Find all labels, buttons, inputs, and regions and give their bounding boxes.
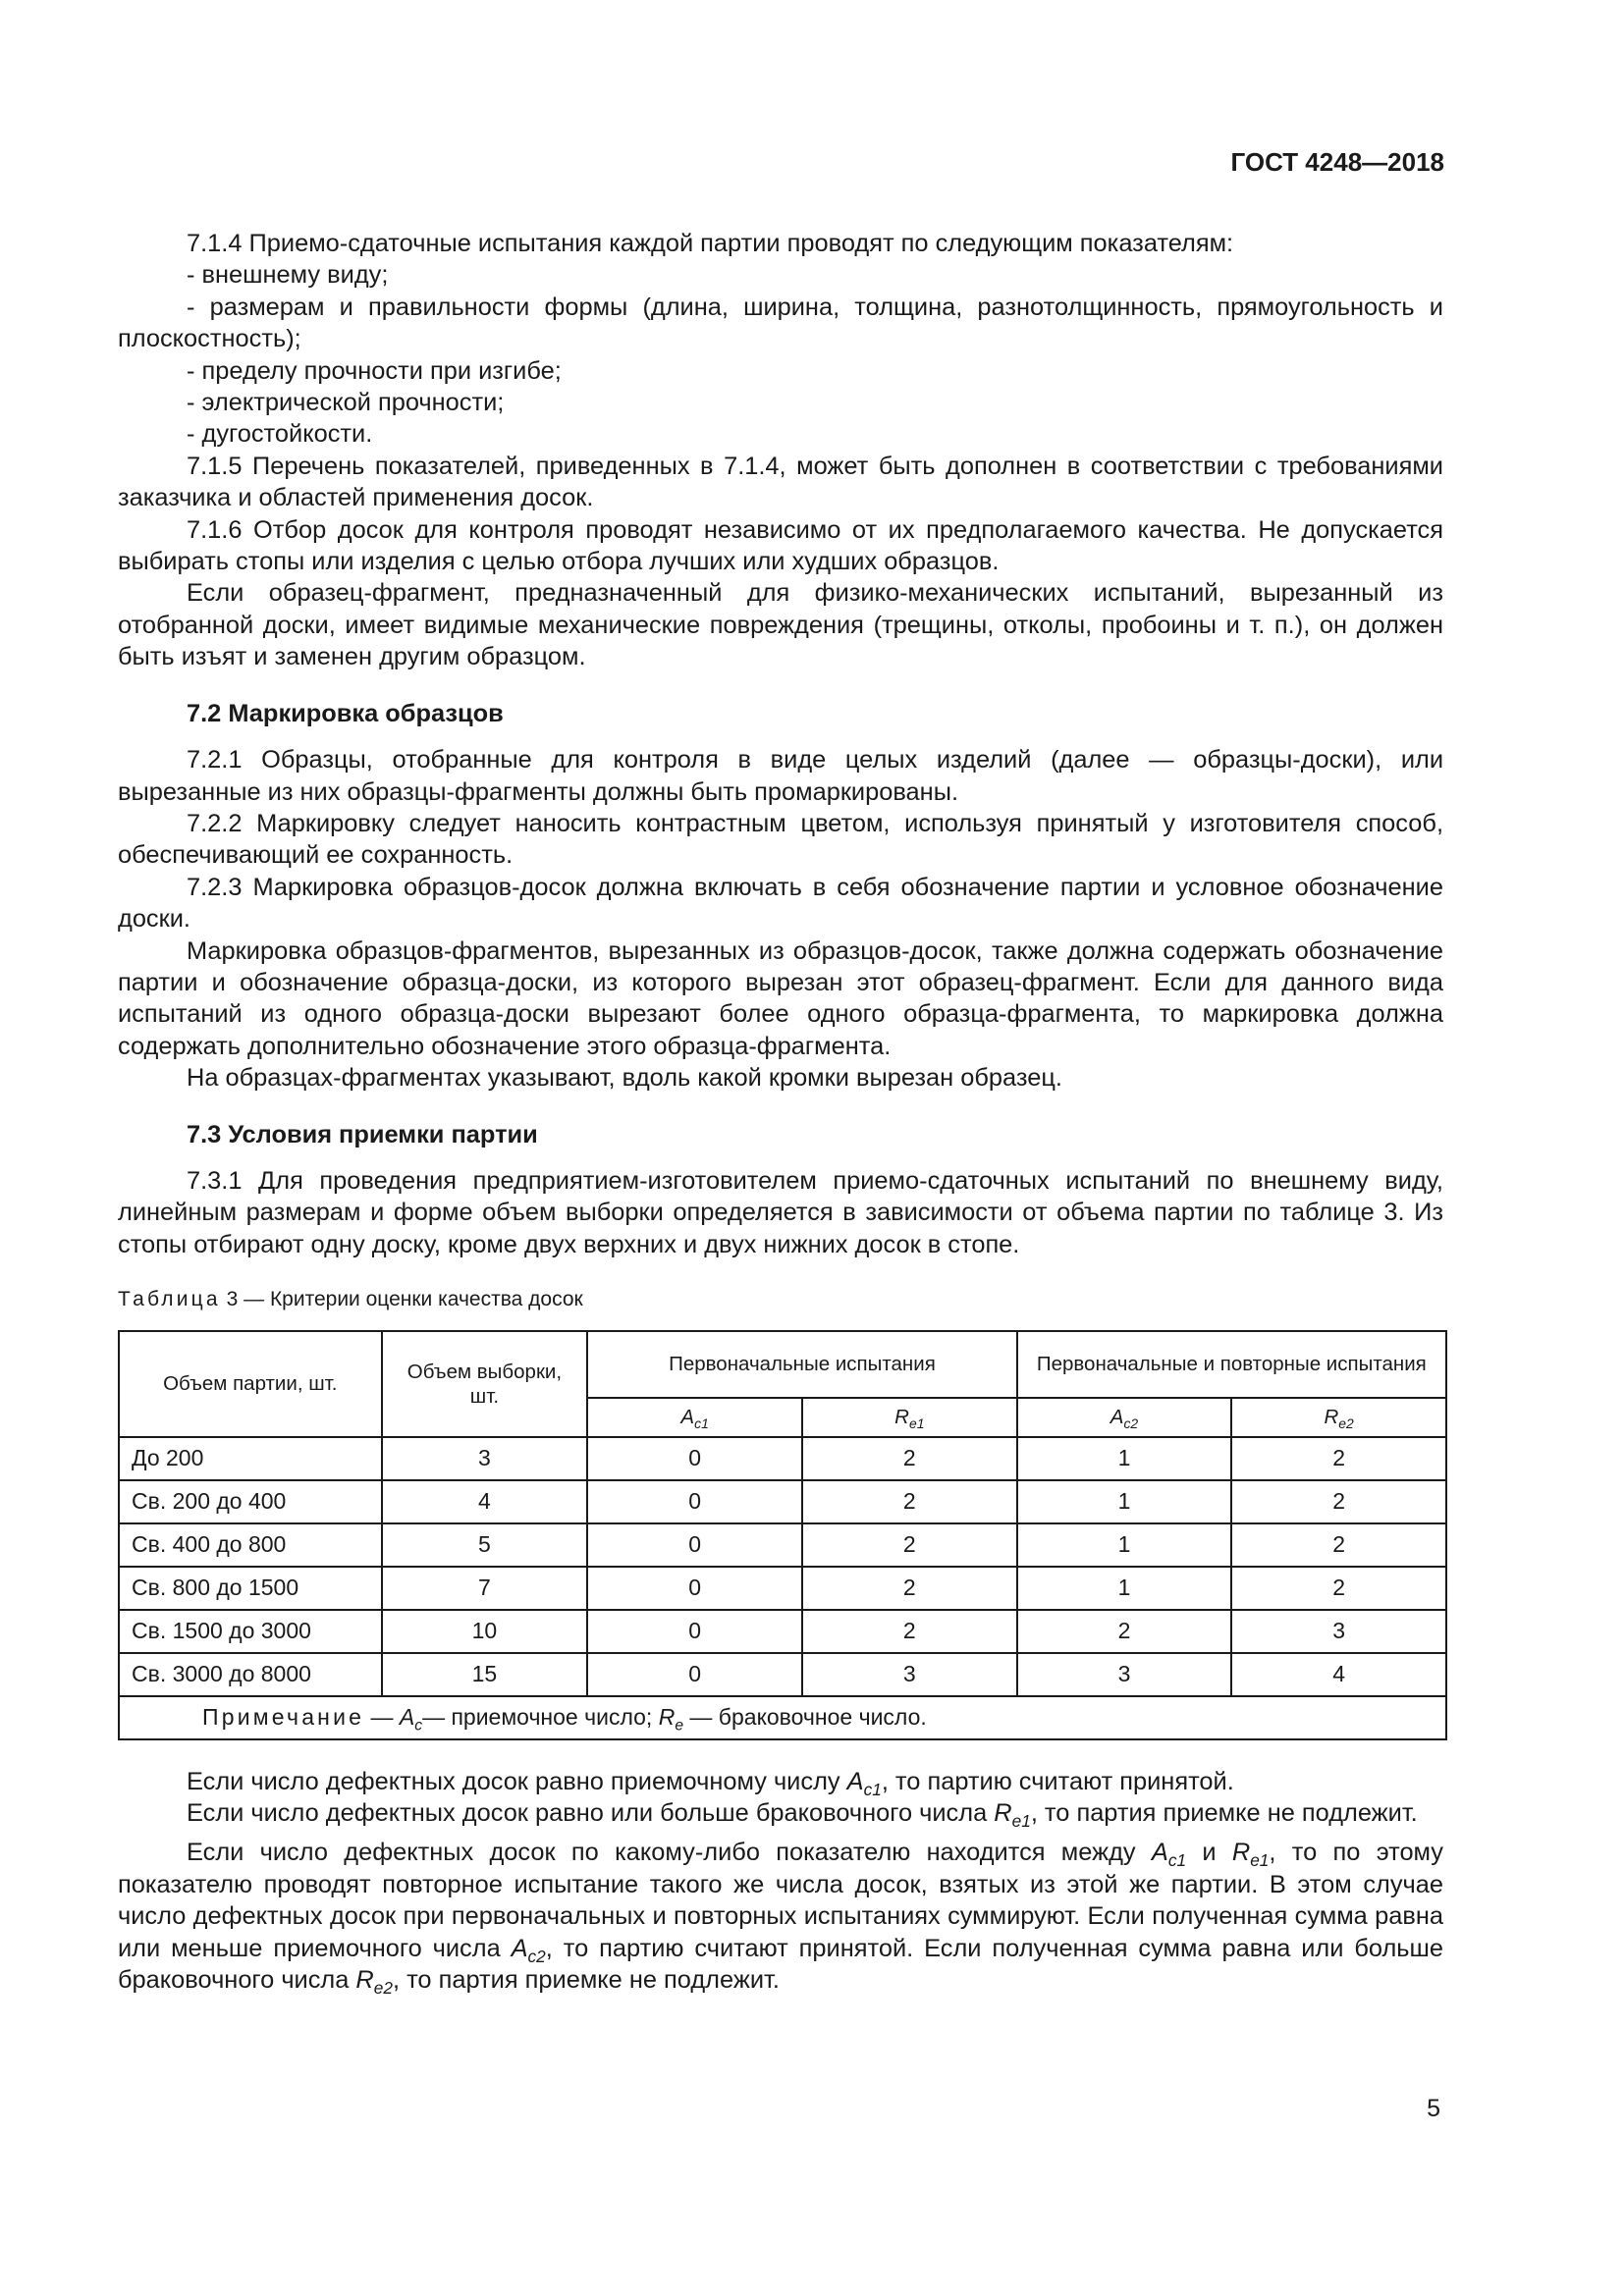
cell-ac2: 2 xyxy=(1017,1610,1232,1653)
cell-ac1: 0 xyxy=(587,1437,802,1480)
header-ac2: $A_{c2}$ xyxy=(1017,1398,1232,1437)
cell-sample: 4 xyxy=(382,1480,588,1523)
table-row xyxy=(119,1653,1446,1696)
cell-re1: 2 xyxy=(802,1437,1017,1480)
paragraph-accept-rule: Если число дефектных досок равно приемочному числу $A_{c1}$, то партию считают принятой. xyxy=(187,1767,1234,1799)
table-note-row xyxy=(119,1696,1446,1739)
cell-lot: Св. 1500 до 3000 xyxy=(119,1610,382,1653)
section-heading-7-3: 7.3 Условия приемки партии xyxy=(187,1120,538,1148)
note-label: Примечание xyxy=(202,1704,365,1731)
list-item: - электрической прочности; xyxy=(187,389,505,417)
document-header: ГОСТ 4248—2018 xyxy=(1230,147,1444,177)
cell-lot: Св. 800 до 1500 xyxy=(119,1567,382,1610)
cell-lot: Св. 400 до 800 xyxy=(119,1523,382,1567)
cell-sample: 3 xyxy=(382,1437,588,1480)
cell-re2: 2 xyxy=(1231,1523,1446,1567)
table-row xyxy=(119,1480,1446,1523)
cell-ac2: 1 xyxy=(1017,1523,1232,1567)
header-re1: $R_{e1}$ xyxy=(802,1398,1017,1437)
paragraph-fragment-marking: Маркировка образцов-фрагментов, вырезанных из образцов-досок, также должна содержать обозначение партии и обозначение образца-доски, из которого вырезан этот образец-фрагмент. Если для данного вида испытаний из одного образца-доски вырезают более одного образца-фрагмента, то маркировка должна содержать дополнительно обозначение этого образца-фрагмента. xyxy=(118,936,1443,1060)
header-sample-size: Объем выборки, шт. xyxy=(382,1331,588,1437)
cell-lot: До 200 xyxy=(119,1437,382,1480)
header-ac1: $A_{c1}$ xyxy=(587,1398,802,1437)
cell-ac1: 0 xyxy=(587,1610,802,1653)
cell-ac2: 3 xyxy=(1017,1653,1232,1696)
cell-re2: 2 xyxy=(1231,1567,1446,1610)
table-row xyxy=(119,1610,1446,1653)
paragraph-7-3-1: 7.3.1 Для проведения предприятием-изготовителем приемо-сдаточных испытаний по внешнему виду, линейным размерам и форме объем выборки определяется в зависимости от объема партии по таблице 3. Из стопы отбирают одну доску, кроме двух верхних и двух нижних досок в стопе. xyxy=(118,1166,1443,1258)
cell-sample: 15 xyxy=(382,1653,588,1696)
list-item: - пределу прочности при изгибе; xyxy=(187,356,562,385)
list-item: - внешнему виду; xyxy=(187,261,389,290)
table-caption-title: 3 — Критерии оценки качества досок xyxy=(226,1288,583,1311)
paragraph-7-2-2: 7.2.2 Маркировку следует наносить контрастным цветом, используя принятый у изготовителя способ, обеспечивающий ее сохранность. xyxy=(118,809,1443,870)
cell-re2: 3 xyxy=(1231,1610,1446,1653)
paragraph-edge: На образцах-фрагментах указывают, вдоль какой кромки вырезан образец. xyxy=(187,1064,1062,1093)
header-repeat-tests: Первоначальные и повторные испытания xyxy=(1017,1331,1446,1398)
header-initial-tests: Первоначальные испытания xyxy=(587,1331,1016,1398)
cell-re1: 2 xyxy=(802,1567,1017,1610)
cell-ac2: 1 xyxy=(1017,1437,1232,1480)
cell-sample: 7 xyxy=(382,1567,588,1610)
cell-ac1: 0 xyxy=(587,1567,802,1610)
paragraph-reject-rule: Если число дефектных досок равно или больше браковочного числа $R_{e1}$, то партия приемке не подлежит. xyxy=(187,1799,1418,1832)
cell-re1: 3 xyxy=(802,1653,1017,1696)
table-row xyxy=(119,1523,1446,1567)
cell-re1: 2 xyxy=(802,1610,1017,1653)
cell-ac2: 1 xyxy=(1017,1567,1232,1610)
cell-re1: 2 xyxy=(802,1523,1017,1567)
cell-re2: 4 xyxy=(1231,1653,1446,1696)
cell-ac1: 0 xyxy=(587,1653,802,1696)
table-row xyxy=(119,1567,1446,1610)
list-item: - дугостойкости. xyxy=(187,420,373,449)
paragraph-7-2-1: 7.2.1 Образцы, отобранные для контроля в виде целых изделий (далее — образцы-доски), или вырезанные из них образцы-фрагменты должны быть промаркированы. xyxy=(118,746,1443,806)
table-row xyxy=(119,1437,1446,1480)
cell-re2: 2 xyxy=(1231,1480,1446,1523)
paragraph-repeat-rule: Если число дефектных досок по какому-либо показателю находится между $A_{c1}$ и $R_{e1}$, то по этому показателю проводят повторное испытание такого же числа досок, взятых из этой же партии. В этом случае число дефектных досок при первоначальных и повторных испытаниях суммируют. Если полученная сумма равна или меньше приемочного числа $A_{c2}$, то партию считают принятой. Если полученная сумма равна или больше браковочного числа $R_{e2}$, то партия приемке не подлежит. xyxy=(118,1839,1443,1999)
table-header-row xyxy=(119,1331,1446,1398)
paragraph-7-1-5: 7.1.5 Перечень показателей, приведенных в 7.1.4, может быть дополнен в соответствии с требованиями заказчика и областей применения досок. xyxy=(118,452,1443,512)
cell-lot: Св. 3000 до 8000 xyxy=(119,1653,382,1696)
cell-sample: 5 xyxy=(382,1523,588,1567)
paragraph-7-1-4: 7.1.4 Приемо-сдаточные испытания каждой партии проводят по следующим показателям: xyxy=(187,230,1234,257)
header-lot-size: Объем партии, шт. xyxy=(119,1331,382,1437)
quality-criteria-table xyxy=(118,1330,1447,1740)
document-body xyxy=(118,228,1443,1999)
cell-re2: 2 xyxy=(1231,1437,1446,1480)
paragraph-7-1-6: 7.1.6 Отбор досок для контроля проводят независимо от их предполагаемого качества. Не допускается выбирать стопы или изделия с целью отбора лучших или худших образцов. xyxy=(118,515,1443,576)
cell-re1: 2 xyxy=(802,1480,1017,1523)
table-caption-label: Таблица xyxy=(118,1288,221,1311)
paragraph-7-2-3: 7.2.3 Маркировка образцов-досок должна включать в себя обозначение партии и условное обозначение доски. xyxy=(118,873,1443,934)
table-note: Примечание — $A_c—$ приемочное число; $R_e$ — браковочное число. xyxy=(119,1696,1446,1739)
cell-ac1: 0 xyxy=(587,1480,802,1523)
list-item: - размерам и правильности формы (длина, ширина, толщина, разнотолщинность, прямоугольность и плоскостность); xyxy=(118,293,1443,353)
page-number: 5 xyxy=(1427,2095,1440,2122)
table-caption xyxy=(118,1284,1443,1315)
cell-lot: Св. 200 до 400 xyxy=(119,1480,382,1523)
paragraph-fragment-damage: Если образец-фрагмент, предназначенный для физико-механических испытаний, вырезанный из отобранной доски, имеет видимые механические повреждения (трещины, отколы, пробоины и т. п.), он должен быть изъят и заменен другим образцом. xyxy=(118,579,1443,671)
cell-ac1: 0 xyxy=(587,1523,802,1567)
cell-ac2: 1 xyxy=(1017,1480,1232,1523)
header-re2: $R_{e2}$ xyxy=(1231,1398,1446,1437)
cell-sample: 10 xyxy=(382,1610,588,1653)
section-heading-7-2: 7.2 Маркировка образцов xyxy=(187,699,504,727)
